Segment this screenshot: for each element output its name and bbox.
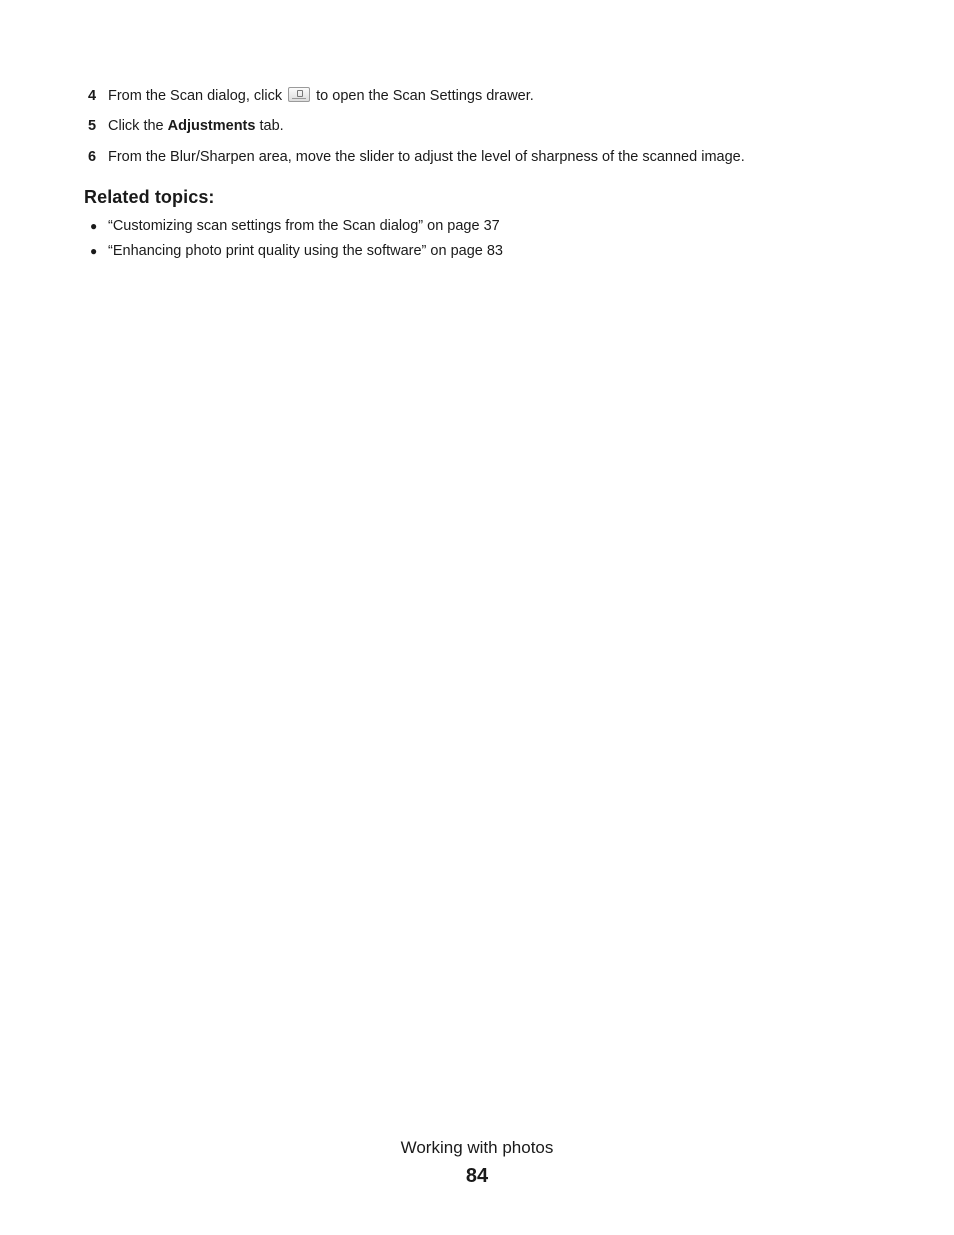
step-6 [84, 147, 745, 167]
step-number: 4 [88, 88, 97, 104]
page-number: 84 [465, 1165, 489, 1187]
scan-settings-button-icon [288, 87, 310, 102]
related-topic-text[interactable]: “Customizing scan settings from the Scan dialog” on page 37 [108, 218, 500, 234]
step-5 [84, 116, 284, 136]
step-text-after: tab. [259, 118, 284, 134]
step-text: From the Blur/Sharpen area, move the slider to adjust the level of sharpness of the scanned image. [108, 149, 745, 165]
step-text-after: to open the Scan Settings drawer. [316, 88, 534, 104]
step-text-before: From the Scan dialog, click [108, 88, 283, 104]
step-4 [84, 86, 534, 106]
step-number: 6 [88, 149, 97, 165]
adjustments-tab-label: Adjustments [167, 118, 256, 134]
footer-section-title: Working with photos [400, 1138, 554, 1157]
step-text-before: Click the [108, 118, 164, 134]
related-topic-link[interactable] [90, 216, 500, 236]
related-topic-link[interactable] [90, 241, 503, 261]
bullet-icon: ● [90, 219, 98, 233]
related-topic-text[interactable]: “Enhancing photo print quality using the software” on page 83 [108, 243, 503, 259]
step-number: 5 [88, 118, 97, 134]
related-topics-heading: Related topics: [84, 187, 215, 207]
bullet-icon: ● [90, 244, 98, 258]
